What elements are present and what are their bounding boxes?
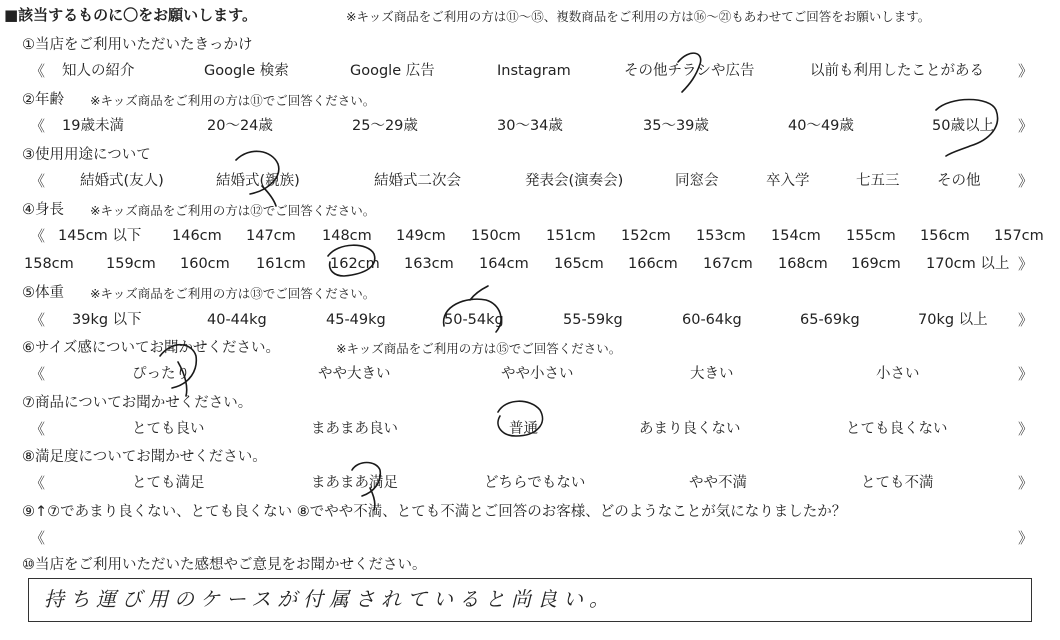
q5-note: ※キッズ商品をご利用の方は⑬でご回答ください。 xyxy=(90,286,376,301)
q4-option[interactable]: 147cm xyxy=(246,228,296,244)
q8-option[interactable]: どちらでもない xyxy=(484,475,586,491)
q2-option[interactable]: 25〜29歳 xyxy=(352,118,418,134)
q4-option[interactable]: 146cm xyxy=(172,228,222,244)
q5-option[interactable]: 60-64kg xyxy=(682,312,742,328)
q7-option[interactable]: 普通 xyxy=(509,421,538,437)
q3-option[interactable]: 結婚式(友人) xyxy=(80,173,164,189)
q6-option[interactable]: 小さい xyxy=(876,366,920,382)
q6-open-bracket: 《 xyxy=(30,365,46,383)
q8-option[interactable]: とても満足 xyxy=(132,475,205,491)
q7-option[interactable]: まあまあ良い xyxy=(311,421,398,437)
q10-label: ⑩当店をご利用いただいた感想やご意見をお聞かせください。 xyxy=(22,557,427,573)
q5-option[interactable]: 65-69kg xyxy=(800,312,860,328)
q1-option[interactable]: 知人の紹介 xyxy=(62,63,135,79)
q4-option[interactable]: 151cm xyxy=(546,228,596,244)
q4-option[interactable]: 166cm xyxy=(628,256,678,272)
q4-option[interactable]: 152cm xyxy=(621,228,671,244)
q4-open-bracket: 《 xyxy=(30,227,46,245)
q5-option[interactable]: 55-59kg xyxy=(563,312,623,328)
q4-option[interactable]: 168cm xyxy=(778,256,828,272)
q4-option[interactable]: 145cm 以下 xyxy=(58,228,142,244)
q4-option[interactable]: 149cm xyxy=(396,228,446,244)
q4-option[interactable]: 169cm xyxy=(851,256,901,272)
q4-option[interactable]: 155cm xyxy=(846,228,896,244)
q6-note: ※キッズ商品をご利用の方は⑮でご回答ください。 xyxy=(336,341,622,356)
q4-option[interactable]: 164cm xyxy=(479,256,529,272)
q6-option[interactable]: ぴったり xyxy=(132,366,190,382)
q3-label: ③使用用途について xyxy=(22,147,151,163)
q3-option[interactable]: 同窓会 xyxy=(675,173,719,189)
q4-option[interactable]: 156cm xyxy=(920,228,970,244)
handwritten-comment: 持ち運び用のケースが付属されていると尚良い。 xyxy=(44,587,615,611)
q2-option[interactable]: 40〜49歳 xyxy=(788,118,854,134)
q8-option[interactable]: やや不満 xyxy=(689,475,747,491)
survey-heading: ■該当するものに〇をお願いします。 xyxy=(4,6,257,24)
q4-option[interactable]: 158cm xyxy=(24,256,74,272)
q7-option[interactable]: あまり良くない xyxy=(639,421,741,437)
q4-option[interactable]: 150cm xyxy=(471,228,521,244)
q2-close-bracket: 》 xyxy=(1018,117,1034,135)
q3-option[interactable]: 七五三 xyxy=(856,173,900,189)
q5-option[interactable]: 39kg 以下 xyxy=(72,312,142,328)
q8-option[interactable]: まあまあ満足 xyxy=(311,475,398,491)
q6-option[interactable]: 大きい xyxy=(690,366,734,382)
q1-option[interactable]: Google 検索 xyxy=(204,63,289,79)
q4-option[interactable]: 165cm xyxy=(554,256,604,272)
q8-option[interactable]: とても不満 xyxy=(861,475,934,491)
q1-close-bracket: 》 xyxy=(1018,62,1034,80)
q4-option[interactable]: 148cm xyxy=(322,228,372,244)
q5-open-bracket: 《 xyxy=(30,311,46,329)
q4-option[interactable]: 161cm xyxy=(256,256,306,272)
q4-option[interactable]: 154cm xyxy=(771,228,821,244)
q9-close-bracket: 》 xyxy=(1018,529,1034,547)
q7-open-bracket: 《 xyxy=(30,420,46,438)
q3-option[interactable]: 発表会(演奏会) xyxy=(525,173,624,189)
q8-close-bracket: 》 xyxy=(1018,474,1034,492)
q2-option[interactable]: 20〜24歳 xyxy=(207,118,273,134)
q2-note: ※キッズ商品をご利用の方は⑪でご回答ください。 xyxy=(90,93,376,108)
q3-option[interactable]: 卒入学 xyxy=(766,173,810,189)
q4-close-bracket: 》 xyxy=(1018,255,1034,273)
q4-option[interactable]: 160cm xyxy=(180,256,230,272)
q1-option[interactable]: Google 広告 xyxy=(350,63,435,79)
q5-option[interactable]: 70kg 以上 xyxy=(918,312,988,328)
q9-label: ⑨↑⑦であまり良くない、とても良くない ⑧でやや不満、とても不満とご回答のお客様、どのようなことが気になりましたか？ xyxy=(22,504,847,520)
q2-label: ②年齢 xyxy=(22,92,64,108)
q5-option[interactable]: 50-54kg xyxy=(444,312,504,328)
q5-close-bracket: 》 xyxy=(1018,311,1034,329)
q4-option[interactable]: 159cm xyxy=(106,256,156,272)
kids-note: ※キッズ商品をご利用の方は⑪〜⑮、複数商品をご利用の方は⑯〜㉑もあわせてご回答をお願いします。 xyxy=(346,9,931,24)
q2-option[interactable]: 30〜34歳 xyxy=(497,118,563,134)
q5-option[interactable]: 45-49kg xyxy=(326,312,386,328)
q4-note: ※キッズ商品をご利用の方は⑫でご回答ください。 xyxy=(90,203,376,218)
q6-option[interactable]: やや大きい xyxy=(318,366,391,382)
q1-open-bracket: 《 xyxy=(30,62,46,80)
q3-open-bracket: 《 xyxy=(30,172,46,190)
q4-option[interactable]: 170cm 以上 xyxy=(926,256,1010,272)
q4-option[interactable]: 167cm xyxy=(703,256,753,272)
q3-option[interactable]: 結婚式(親族) xyxy=(216,173,300,189)
q1-option[interactable]: 以前も利用したことがある xyxy=(810,63,984,79)
q2-open-bracket: 《 xyxy=(30,117,46,135)
q6-close-bracket: 》 xyxy=(1018,365,1034,383)
q4-option[interactable]: 162cm xyxy=(330,256,380,272)
q5-option[interactable]: 40-44kg xyxy=(207,312,267,328)
q3-option[interactable]: 結婚式二次会 xyxy=(374,173,461,189)
q1-option[interactable]: Instagram xyxy=(497,63,571,79)
q7-option[interactable]: とても良くない xyxy=(846,421,948,437)
q7-option[interactable]: とても良い xyxy=(132,421,205,437)
q1-option[interactable]: その他チラシや広告 xyxy=(624,63,755,79)
q9-open-bracket: 《 xyxy=(30,529,46,547)
q1-label: ①当店をご利用いただいたきっかけ xyxy=(22,37,253,53)
q8-open-bracket: 《 xyxy=(30,474,46,492)
q2-option[interactable]: 35〜39歳 xyxy=(643,118,709,134)
q2-option[interactable]: 19歳未満 xyxy=(62,118,124,134)
q3-close-bracket: 》 xyxy=(1018,172,1034,190)
q4-option[interactable]: 163cm xyxy=(404,256,454,272)
q5-label: ⑤体重 xyxy=(22,285,64,301)
q2-option[interactable]: 50歳以上 xyxy=(932,118,994,134)
q6-option[interactable]: やや小さい xyxy=(501,366,574,382)
q4-option[interactable]: 153cm xyxy=(696,228,746,244)
q6-label: ⑥サイズ感についてお聞かせください。 xyxy=(22,340,281,356)
q3-option[interactable]: その他 xyxy=(937,173,981,189)
q7-label: ⑦商品についてお聞かせください。 xyxy=(22,395,253,411)
q7-close-bracket: 》 xyxy=(1018,420,1034,438)
q4-option[interactable]: 157cm xyxy=(994,228,1044,244)
q8-label: ⑧満足度についてお聞かせください。 xyxy=(22,449,267,465)
q4-label: ④身長 xyxy=(22,202,64,218)
